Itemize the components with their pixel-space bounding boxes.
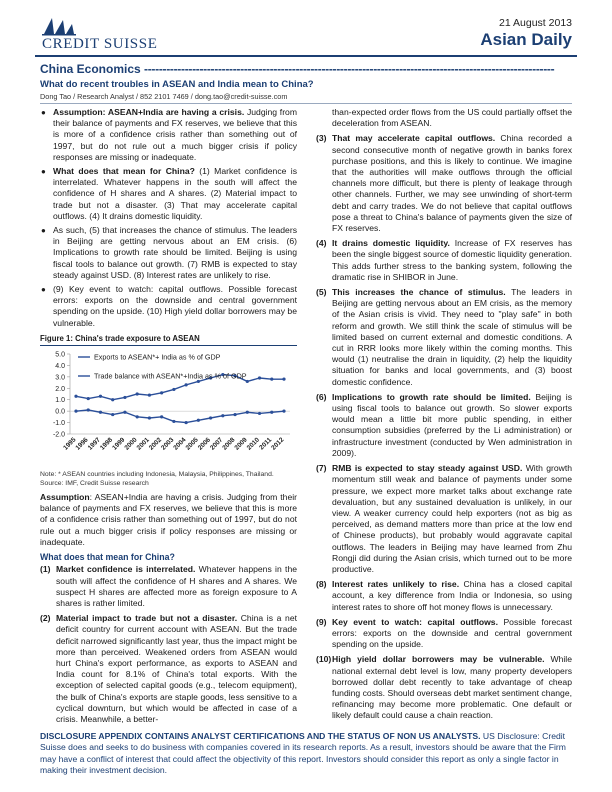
section-title xyxy=(40,62,572,76)
data-point xyxy=(111,398,114,401)
x-tick-label: 1999 xyxy=(111,436,127,452)
point-number: (3) xyxy=(316,133,327,144)
legend-label: Exports to ASEAN*+ India as % of GDP xyxy=(94,352,221,362)
numbered-point xyxy=(316,392,572,459)
point-text: With growth momentum still weak and balance of payments under some pressure, we expect more market talks about exchange rate devaluation, but any sustained devaluation is unlikely, in our view. A weaker currency could help exporters (not as big as perceived, as demand matters more than price at the low end of Chinese products), but probably would aggravate capital outflows. The leaders in Beijing may have learned from Zhu Rongji did during the Asian crisis, which turned out to be more productive. xyxy=(332,463,572,574)
data-point xyxy=(74,395,77,398)
data-point xyxy=(197,419,200,422)
x-tick-label: 2000 xyxy=(123,436,139,452)
y-tick-label: 2.0 xyxy=(55,385,65,393)
bullet-dot-icon: ● xyxy=(41,226,46,236)
assumption-paragraph xyxy=(40,492,297,548)
data-point xyxy=(148,394,151,397)
data-point xyxy=(221,414,224,417)
data-point xyxy=(136,415,139,418)
point-text: China is a net deficit country for current account with ASEAN. But the trade deficit narrowed significantly last year, thus the impact might be more than perceived. Weakened orders from ASEAN would hurt China's export performance, as exports to ASEAN and India count for 8.1% of China's total exports. With the exception of selected capital goods (e.g., telecom equipment), the bulk of China's exports are staple goods, less sensitive to a cyclical downturn, but which would be affected in case of a crisis. Meanwhile, a better- xyxy=(56,613,297,724)
sails-icon xyxy=(40,16,80,36)
continued-text: than-expected order flows from the US could partially offset the deceleration from ASEAN. xyxy=(332,107,572,129)
bullet-item xyxy=(40,166,297,222)
y-tick-label: 3.0 xyxy=(55,374,65,382)
point-lead: Market confidence is interrelated. xyxy=(56,564,196,575)
data-point xyxy=(246,411,249,414)
data-point xyxy=(282,410,285,413)
numbered-point xyxy=(316,287,572,388)
point-text: Possible forecast errors: exports on the downside and central government spending on the upside. xyxy=(332,616,572,650)
data-point xyxy=(160,391,163,394)
bullet-text: Judging from their balance of payments and FX reserves, we believe that this is more of a confidence crisis rather than something out of 1997, but do not rule out a much bigger crisis if policy responses are missing or inadequate. xyxy=(53,107,297,162)
data-point xyxy=(74,410,77,413)
data-point xyxy=(172,388,175,391)
point-text: The leaders in Beijing are getting nervous about an EM crisis, as the memory of the Asian crisis is vivid. They need to "play safe" in both reform and growth. We still think the scale of stimulus will be limited based on current external and domestic conditions. A cut in RRR looks more likely within the coming months. This would (1) neutralise the drain in liquidity, (2) help the liquidity situation for banks and local governments, and (3) boost domestic confidence. xyxy=(332,287,572,387)
point-number: (5) xyxy=(316,287,327,298)
data-point xyxy=(136,392,139,395)
figure-title: Figure 1: China's trade exposure to ASEAN xyxy=(40,333,200,343)
figure-note: Note: * ASEAN countries including Indonesia, Malaysia, Philippines, Thailand. xyxy=(40,471,274,479)
x-tick-label: 2003 xyxy=(160,436,176,452)
point-text: Increase of FX reserves has been the single biggest source of domestic liquidity generation. This adds further stress to the banking system, following the dramatic rise in SHIBOR in June. xyxy=(332,238,572,282)
legend-label: Trade balance with ASEAN*+India as % of GDP xyxy=(94,371,247,381)
bullet-dot-icon: ● xyxy=(41,108,46,117)
numbered-point xyxy=(40,613,297,725)
point-text: China recorded a second consecutive month of negative growth in banks forex purchase positions, and this is likely to continue. We imagine that the authorities will make outflows through the official channels more difficult, but there is plenty of leakage through other channels. Further, we may see unwinding of short-term debt and carry trades. We do not believe that capital outflows pose a threat to China's balance of payments given the size of FX reserves. xyxy=(332,133,572,234)
summary-bullets xyxy=(40,107,297,329)
numbered-point xyxy=(40,564,297,609)
data-point xyxy=(233,413,236,416)
bullet-text: As such, (5) that increases the chance of stimulus. The leaders in Beijing are getting nervous about an EM crisis. (6) Implications to growth rate should be limited. Beijing is using fiscal tools to balance out growth. (7) RMB is expected to stay steady against USD. (8) Interest rates are unlikely to rise. xyxy=(53,225,297,280)
data-point xyxy=(270,411,273,414)
article-headline: What do recent troubles in ASEAN and India mean to China? xyxy=(40,79,314,90)
point-number: (9) xyxy=(316,616,327,627)
point-text: While national external debt level is low, many property developers borrowed dollar debt recently to take advantage of cheap funding costs. Should overseas debt market sentiment change, refinancing may become more problematic. One default or likely default could cause a chain reaction. xyxy=(332,654,572,721)
data-point xyxy=(99,411,102,414)
y-tick-label: 5.0 xyxy=(55,351,65,359)
bullet-dot-icon: ● xyxy=(41,167,46,177)
figure-source: Source: IMF, Credit Suisse research xyxy=(40,479,149,487)
data-point xyxy=(87,408,90,411)
x-tick-label: 2012 xyxy=(270,436,286,452)
point-number: (2) xyxy=(40,613,51,624)
x-tick-label: 1996 xyxy=(74,436,90,452)
point-lead: High yield dollar borrowers may be vulnerable. xyxy=(332,654,545,665)
x-tick-label: 2009 xyxy=(233,436,249,452)
numbered-point xyxy=(316,654,572,721)
credit-suisse-logo xyxy=(40,16,200,50)
point-lead: Implications to growth rate should be limited. xyxy=(332,391,531,402)
data-point xyxy=(172,420,175,423)
x-tick-label: 2002 xyxy=(147,436,164,452)
x-tick-label: 1997 xyxy=(86,436,102,452)
bullet-text: (9) Key event to watch: capital outflows. Possible forecast errors: exports on the downside and central government spending on the upside. (10) High yield dollar borrowers may be vulnerable. xyxy=(53,284,297,328)
point-text: Beijing is using fiscal tools to balance out growth. So slower exports would mean a little bit more public spending, in either consumption subsidies (preferred by the Li administration) or infrastructure investment (conducted by Wen administration in 2009). xyxy=(332,391,573,458)
point-lead: It drains domestic liquidity. xyxy=(332,238,450,249)
point-text: Whatever happens in the south will affect the confidence of H shares and A shares. We suspect H shares are affected more as foreign exposure to A shares is rather limited. xyxy=(56,564,298,608)
y-tick-label: -1.0 xyxy=(52,420,65,428)
numbered-point xyxy=(316,463,572,575)
byline-rule xyxy=(40,103,572,104)
data-point xyxy=(209,416,212,419)
subheading: What does that mean for China? xyxy=(40,552,175,563)
numbered-point xyxy=(316,617,572,651)
y-tick-label: 0.0 xyxy=(55,408,65,416)
x-tick-label: 1995 xyxy=(62,436,78,452)
publication-title: Asian Daily xyxy=(480,30,572,49)
point-lead: That may accelerate capital outflows. xyxy=(332,133,496,144)
data-point xyxy=(87,397,90,400)
x-tick-label: 2011 xyxy=(258,436,274,452)
point-lead: This increases the chance of stimulus. xyxy=(332,287,506,298)
numbered-point xyxy=(316,133,572,234)
x-tick-label: 2001 xyxy=(135,436,151,452)
data-point xyxy=(111,413,114,416)
point-lead: Material impact to trade but not a disaster. xyxy=(56,613,238,624)
bullet-lead: Assumption: ASEAN+India are having a crisis. xyxy=(53,107,245,117)
x-tick-label: 2008 xyxy=(221,436,237,452)
point-number: (10) xyxy=(316,654,332,665)
data-point xyxy=(282,378,285,381)
point-number: (4) xyxy=(316,238,327,249)
title-dash-rule: --------------------------------------------------------------------------------------------------------------- xyxy=(144,62,555,76)
point-text: China has a closed capital account, a key difference from India or Indonesia, so using interest rates to shore off hot money flows is unnecessary. xyxy=(332,579,572,612)
point-number: (8) xyxy=(316,579,327,590)
report-date: 21 August 2013 xyxy=(499,17,572,29)
assumption-lead: Assumption xyxy=(40,492,90,503)
header-rule xyxy=(35,55,577,57)
byline: Dong Tao / Research Analyst / 852 2101 7469 / dong.tao@credit-suisse.com xyxy=(40,92,288,101)
x-tick-label: 2005 xyxy=(184,436,200,452)
data-point xyxy=(258,376,261,379)
data-point xyxy=(123,396,126,399)
bullet-item xyxy=(40,107,297,163)
y-tick-label: -2.0 xyxy=(52,431,65,439)
disclosure-heading: DISCLOSURE APPENDIX CONTAINS ANALYST CERTIFICATIONS AND THE STATUS OF NON US ANALYSTS. xyxy=(40,731,481,741)
bullet-item xyxy=(40,284,297,329)
disclosure-footer xyxy=(40,731,575,777)
point-lead: Interest rates unlikely to rise. xyxy=(332,579,460,590)
bullet-dot-icon: ● xyxy=(41,285,46,295)
x-tick-label: 2006 xyxy=(196,436,213,452)
data-point xyxy=(148,416,151,419)
left-column xyxy=(40,107,297,729)
data-point xyxy=(99,395,102,398)
data-point xyxy=(258,412,261,415)
point-lead: Key event to watch: capital outflows. xyxy=(332,616,498,627)
x-tick-label: 1998 xyxy=(98,436,115,452)
bullet-item xyxy=(40,225,297,281)
point-lead: RMB is expected to stay steady against USD. xyxy=(332,463,523,474)
point-number: (6) xyxy=(316,391,327,402)
numbered-point xyxy=(316,579,572,613)
bullet-text: (1) Market confidence is interrelated. Whatever happens in the south will affect the confidence of H shares and A shares. (2) Material impact to trade but not a disaster. (3) That may accelerate capital outflows. (4) It drains domestic liquidity. xyxy=(53,166,298,221)
x-tick-label: 2004 xyxy=(172,436,188,452)
data-point xyxy=(185,421,188,424)
trade-exposure-chart xyxy=(40,346,297,466)
data-point xyxy=(185,383,188,386)
y-tick-label: 4.0 xyxy=(55,362,65,370)
assumption-text: : ASEAN+India are having a crisis. Judging from their balance of payments and FX reserves, we believe that this is more of a confidence crisis rather than something out of 1997, but do not rule out a much bigger crisis if policy responses are missing or inadequate. xyxy=(40,492,297,547)
section-name: China Economics xyxy=(40,62,141,76)
y-tick-label: 1.0 xyxy=(55,397,65,405)
x-tick-label: 2010 xyxy=(245,436,261,452)
data-point xyxy=(270,378,273,381)
disclosure-text: US Disclosure: Credit Suisse does and seeks to do business with companies covered in its research reports. As a result, investors should be aware that the Firm may have a conflict of interest that could affect the objectivity of this report. Investors should consider this report as only a single factor in making their investment decision. xyxy=(40,731,566,776)
point-number: (7) xyxy=(316,463,327,474)
series-line xyxy=(76,410,284,423)
point-number: (1) xyxy=(40,564,51,575)
data-point xyxy=(123,411,126,414)
brand-name: CREDIT SUISSE xyxy=(42,36,158,52)
numbered-point xyxy=(316,238,572,283)
x-tick-label: 2007 xyxy=(209,436,225,452)
bullet-lead: What does that mean for China? xyxy=(53,166,195,177)
data-point xyxy=(160,415,163,418)
right-column xyxy=(316,107,572,726)
